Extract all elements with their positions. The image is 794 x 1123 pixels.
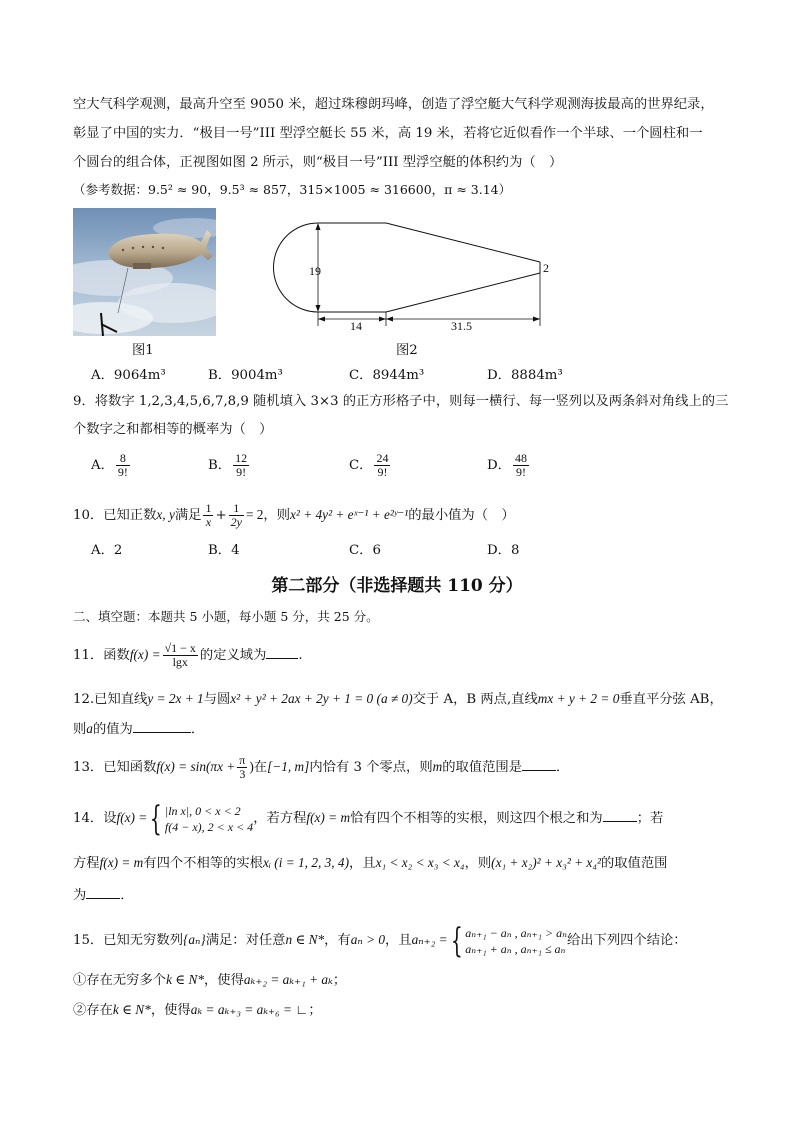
q13-close-paren: ) (249, 759, 254, 774)
q9-option-d-label: D． (487, 458, 511, 473)
q13-interval: [−1, m] (267, 759, 310, 774)
q13-answer-blank[interactable] (522, 756, 556, 771)
q15-text-a: 15．已知无穷数列 (73, 933, 183, 948)
q12-text-d: 垂直平分弦 AB， (619, 692, 723, 707)
q10-option-d: D．8 (487, 543, 520, 558)
q15-text-d: ，且 (385, 933, 412, 948)
q14-text-h: ，则 (464, 856, 492, 871)
q14-answer-blank-1[interactable] (603, 807, 637, 822)
q10-option-b: B．4 (208, 543, 240, 558)
q9-option-a (91, 451, 132, 481)
q15-c2-text-b: ，使得 (150, 1003, 191, 1018)
q9-option-b (208, 451, 251, 481)
part-two-title: 第二部分（非选择题共 110 分） (271, 576, 523, 596)
q15-c1-text-c: ； (332, 973, 347, 988)
q15-c2-equation: aₖ = aₖ₊₃ = aₖ₊₆ = ∟ (190, 1002, 309, 1017)
q9-option-b-numerator: 12 (235, 451, 248, 465)
q14-cases (165, 803, 253, 835)
q15-c1-equation: aₖ₊₂ = aₖ₊₁ + aₖ (243, 972, 333, 987)
q9-option-c-label: C． (349, 458, 373, 473)
q10-text-a: 10．已知正数 (73, 508, 157, 523)
q15-conclusion-1 (73, 970, 346, 991)
q14-brace: { (150, 798, 163, 839)
q13: 13．已知函数f(x) = sin(πx + $\frac{\pi}{3}$ )在[−1, m]内恰有 3 个零点，则m的取值范围是 ． (73, 753, 570, 781)
q9-option-c (349, 451, 392, 481)
q8-option-a: A．9064m³ (91, 368, 166, 383)
q8-line-3: 个圆台的组合体，正视图如图 2 所示，则“极目一号”III 型浮空艇的体积约为（ ） (73, 155, 563, 170)
q11: 11．函数f(x) = $\frac{√1 - x}{\lg x}$ 的定义域为 . (73, 641, 303, 669)
q13-text-b: 在 (253, 760, 268, 775)
q12-line-equation: y = 2x + 1 (147, 691, 204, 706)
q12-answer-blank[interactable] (133, 718, 191, 733)
q14-order: x₁ < x₂ < x₃ < x₄ (375, 855, 465, 870)
q14-case-2: f(4 − x), 2 < x < 4 (164, 819, 254, 834)
q12-text-b: 与圆 (203, 692, 231, 707)
airship-photo (73, 208, 216, 336)
q15-c1-text-a: ①存在无穷多个 (73, 973, 167, 988)
q14-equation-repeat: f(x) = m (99, 855, 144, 870)
q10-variables: x, y (156, 507, 175, 522)
q14-case-1: |ln x|, 0 < x < 2 (164, 803, 241, 818)
q15-c1-text-b: ，使得 (204, 973, 244, 988)
q9-option-d-numerator: 48 (514, 451, 527, 465)
q12-text-e: 则 (73, 722, 87, 737)
q11-text-a: 11．函数 (73, 648, 130, 663)
q10-text-c: 的最小值为（ ） (408, 508, 515, 523)
q13-variable-m: m (432, 759, 443, 774)
q15-cases (465, 925, 567, 957)
q8-option-d: D．8884m³ (487, 368, 563, 383)
q14-text-a: 14．设 (73, 811, 117, 826)
q15-c2-text-c: ； (308, 1003, 322, 1018)
q9-option-a-label: A． (91, 458, 114, 473)
q15-c2-k-set: k ∈ N* (112, 1002, 151, 1017)
q14-text-d: ；若 (636, 811, 664, 826)
q15-stem (73, 920, 687, 961)
q15-recurrence-lhs: aₙ₊₂ = (411, 932, 448, 947)
q15-c1-k-set: k ∈ N* (166, 972, 204, 987)
q10-fraction-2: $\frac{1}{2y}$ (230, 501, 242, 529)
figure-2-caption: 图2 (396, 343, 418, 358)
q14-line-3: 为 ． (73, 884, 134, 906)
q13-function: f(x) = sin(πx + (156, 759, 236, 774)
q15-c2-text-a: ②存在 (73, 1003, 113, 1018)
q11-numerator: √1 − x (164, 641, 196, 655)
q12-variable-a: a (86, 721, 93, 736)
q13-text-a: 13．已知函数 (73, 760, 157, 775)
fill-in-section-intro: 二、填空题：本题共 5 小题，每小题 5 分，共 25 分。 (73, 609, 379, 624)
q15-sequence: {aₙ} (183, 932, 206, 947)
q13-text-c: 内恰有 3 个零点，则 (309, 760, 433, 775)
q9-option-d-fraction (513, 452, 529, 479)
q12-text-c: 交于 A，B 两点,直线 (412, 692, 538, 707)
figure-1-caption: 图1 (132, 343, 154, 358)
q9-line-2: 个数字之和都相等的概率为（ ） (73, 422, 273, 437)
q14-text-c: 恰有四个不相等的实根，则这四个根之和为 (350, 811, 603, 826)
q14-text-e: 方程 (73, 856, 100, 871)
q15-text-e: 给出下列四个结论： (566, 933, 687, 948)
q14-text-f: 有四个不相等的实根 (143, 856, 263, 871)
q14-roots: xᵢ (i = 1, 2, 3, 4) (262, 855, 349, 870)
q15-text-c: ，有 (324, 933, 351, 948)
dimension-cylinder-label: 14 (350, 319, 362, 333)
q9-option-b-fraction (233, 452, 249, 479)
q14-text-j: 为 (73, 888, 87, 903)
q15-conclusion-2 (73, 1000, 322, 1021)
q10-stem: 10．已知正数x, y满足 $\frac{1}{x}$ + $\frac{1}{2y}$ = 2，则x² + 4y² + eˣ⁻¹ + e²ʸ⁻¹的最小值为（ ） (73, 501, 515, 529)
q14-text-b: ，若方程 (253, 811, 307, 826)
q9-option-b-denominator: 9! (236, 465, 247, 479)
q11-answer-blank[interactable] (266, 644, 298, 659)
q12-bisector-equation: mx + y + 2 = 0 (537, 691, 620, 706)
q14-answer-blank-2[interactable] (86, 884, 120, 899)
q9-option-d (487, 451, 531, 481)
q12-line-1 (73, 689, 723, 710)
dimension-frustum-label: 31.5 (451, 319, 472, 333)
q15-text-b: 满足：对任意 (205, 933, 286, 948)
q12-circle-equation: x² + y² + 2ax + 2y + 1 = 0 (a ≠ 0) (230, 691, 413, 706)
q10-condition-tail: = 2，则 (245, 507, 291, 522)
q9-option-b-label: B． (208, 458, 232, 473)
q11-function: f(x) = (129, 647, 161, 662)
q11-fraction (163, 642, 198, 669)
q14-function: f(x) = (116, 810, 148, 825)
q15-brace: { (450, 920, 463, 961)
q14-equation: f(x) = m (306, 810, 351, 825)
q14-text-g: ，且 (349, 856, 376, 871)
q8-option-b: B．9004m³ (208, 368, 283, 383)
q13-text-d: 的取值范围是 (442, 760, 523, 775)
q14-expression: (x₁ + x₂)² + x₃² + x₄² (491, 855, 601, 870)
q15-n-set: n ∈ N* (285, 932, 325, 947)
q10-option-c: C．6 (349, 543, 381, 558)
q10-option-a: A．2 (91, 543, 123, 558)
q9-option-d-denominator: 9! (515, 465, 526, 479)
q8-line-1: 空大气科学观测，最高升空至 9050 米，超过珠穆朗玛峰，创造了浮空艇大气科学观测海拔最高的世界纪录， (73, 97, 714, 112)
airship-photo-illustration (73, 208, 216, 336)
q8-reference-data: （参考数据：9.5² ≈ 90，9.5³ ≈ 857，315×1005 ≈ 316600，π ≈ 3.14） (73, 182, 512, 197)
q9-option-a-numerator: 8 (116, 452, 130, 466)
q9-option-a-denominator: 9! (117, 465, 128, 479)
q14-line-1 (73, 798, 663, 839)
q12-line-2: 则a的值为 ． (73, 718, 204, 740)
q9-option-c-fraction (374, 452, 390, 479)
q9-option-c-numerator: 24 (376, 451, 389, 465)
q13-fraction (237, 754, 247, 781)
q8-line-2: 彰显了中国的实力．“极目一号”III 型浮空艇长 55 米，高 19 米，若将它近似看作一个半球、一个圆柱和一 (73, 126, 703, 141)
q13-denominator: 3 (239, 767, 246, 781)
q9-option-a-fraction (116, 452, 130, 479)
q12-text-a: 12.已知直线 (73, 692, 148, 707)
q13-numerator: π (239, 753, 246, 767)
q9-line-1: 9．将数字 1,2,3,4,5,6,7,8,9 随机填入 3×3 的正方形格子中，则每一横行、每一竖列以及两条斜对角线上的三 (73, 394, 729, 409)
q14-line-2 (73, 853, 667, 874)
q10-text-b: 满足 (174, 508, 202, 523)
q15-case-2: aₙ₊₁ + aₙ , aₙ₊₁ ≤ aₙ (465, 941, 566, 956)
dimension-height-label: 19 (309, 264, 321, 278)
q8-option-c: C．8944m³ (349, 368, 425, 383)
q11-text-b: 的定义域为 (199, 648, 267, 663)
q9-option-c-denominator: 9! (377, 465, 388, 479)
q10-fraction-1: $\frac{1}{x}$ (205, 501, 212, 529)
q12-text-f: 的值为 (92, 722, 133, 737)
q11-denominator: lgx (172, 655, 188, 669)
dimension-tip-label: 2 (543, 261, 549, 275)
q14-text-i: 的取值范围 (600, 856, 668, 871)
q15-positivity: aₙ > 0 (350, 932, 386, 947)
q15-case-1: aₙ₊₁ − aₙ , aₙ₊₁ > aₙ (465, 925, 567, 940)
q10-expression: x² + 4y² + eˣ⁻¹ + e²ʸ⁻¹ (290, 507, 409, 522)
